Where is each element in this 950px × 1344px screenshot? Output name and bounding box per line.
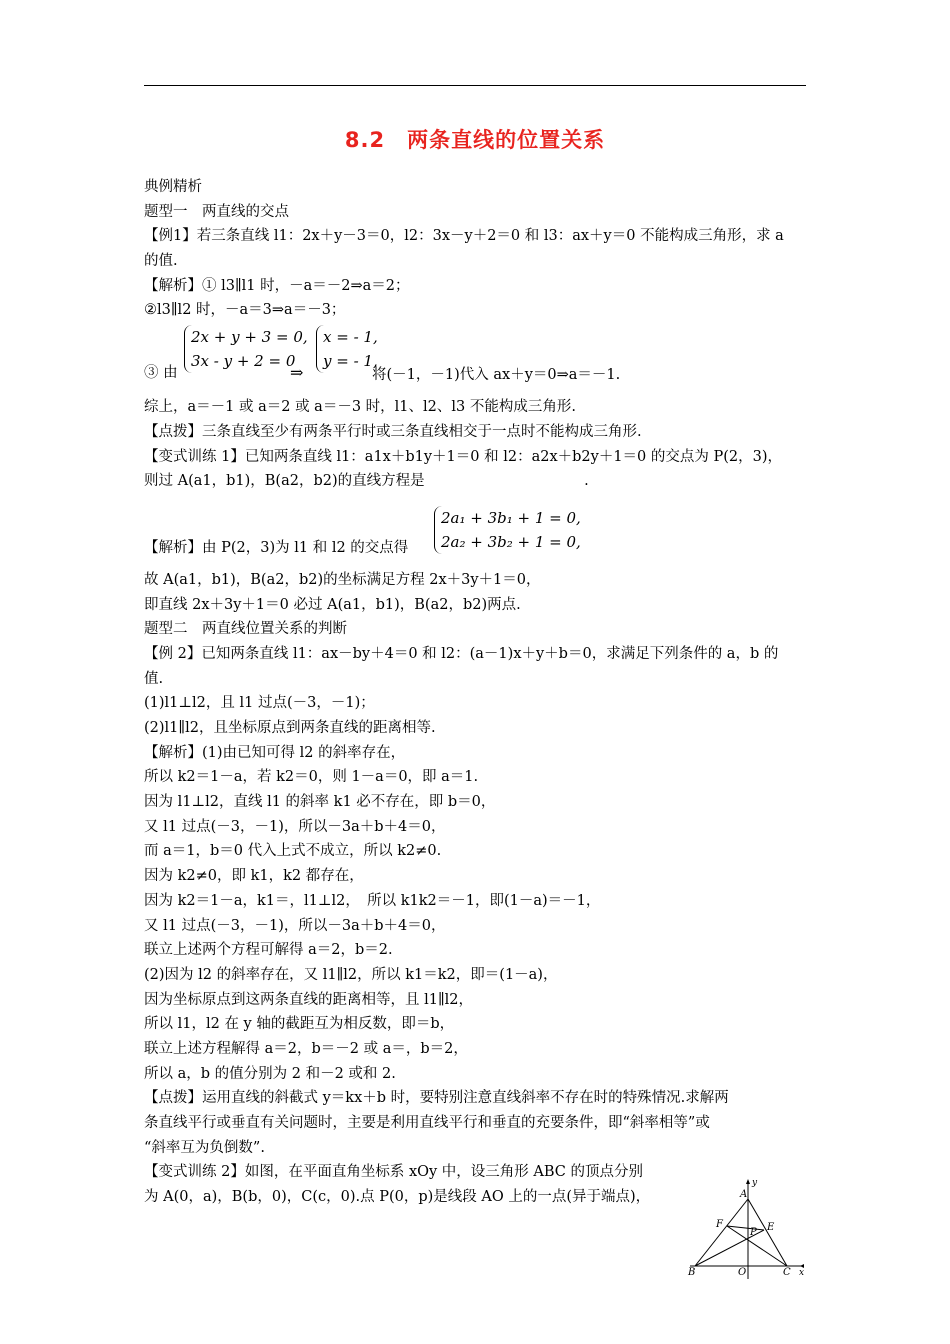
text-line: (2)因为 l2 的斜率存在，又 l1∥l2，所以 k1＝k2，即＝(1－a)， [144, 966, 558, 983]
document-body [144, 175, 814, 1210]
text-line: 所以 l1，l2 在 y 轴的截距互为相反数，即＝b， [144, 1016, 455, 1033]
label-B: B [688, 1267, 696, 1278]
text-line: 【点拨】三条直线至少有两条平行时或三条直线相交于一点时不能构成三角形. [144, 423, 642, 440]
text-line: ②l3∥l2 时，－a＝3⇒a＝－3； [144, 302, 346, 319]
text-line: (2)l1∥l2，且坐标原点到两条直线的距离相等. [144, 720, 436, 736]
equation-system-1 [144, 323, 814, 395]
label-O: O [738, 1267, 747, 1278]
text-line: 所以 k2＝1－a，若 k2＝0，则 1－a＝0，即 a＝1. [144, 769, 479, 786]
step-label: ③ 由 [144, 365, 178, 382]
equation: 3x - y + 2 = 0 [191, 352, 296, 371]
text-line: 典例精析 [144, 179, 202, 195]
implies-arrow: ⇒ [290, 363, 304, 383]
label-y: y [752, 1178, 758, 1188]
label-C: C [783, 1267, 791, 1278]
text-block [144, 568, 814, 1210]
equation: 2a₂ + 3b₂ + 1 = 0, [441, 532, 581, 551]
text-line: 而 a＝1，b＝0 代入上式不成立，所以 k2≠0. [144, 843, 442, 860]
system-right [434, 506, 581, 554]
equation: x = - 1, [323, 328, 378, 347]
text-line: 又 l1 过点(－3，－1)，所以－3a＋b＋4＝0， [144, 917, 446, 934]
text-line: 为 A(0，a)，B(b，0)，C(c，0).点 P(0，p)是线段 AO 上的一点(异于端点)， [144, 1189, 651, 1206]
text-line: 【解析】(1)由已知可得 l2 的斜率存在， [144, 744, 406, 761]
text-line: 【变式训练 1】已知两条直线 l1：a1x＋b1y＋1＝0 和 l2：a2x＋b2y＋1＝0 的交点为 P(2，3)， [144, 448, 783, 465]
text-line: 的值. [144, 253, 178, 270]
text-line: 则过 A(a1，b1)，B(a2，b2)的直线方程是 . [144, 473, 589, 490]
text-line: 【例 2】已知两条直线 l1：ax－by＋4＝0 和 l2：(a－1)x＋y＋b＝0，求满足下列条件的 a，b 的 [144, 645, 779, 662]
text-line: 将(－1，－1)代入 ax＋y＝0⇒a＝－1. [372, 367, 621, 384]
text-line: 因为 l1⊥l2，直线 l1 的斜率 k1 必不存在，即 b＝0， [144, 794, 496, 811]
label-E: E [767, 1222, 775, 1233]
text-line: 即直线 2x＋3y＋1＝0 必过 A(a1，b1)，B(a2，b2)两点. [144, 596, 521, 613]
equation: 2a₁ + 3b₁ + 1 = 0, [441, 508, 581, 527]
text-line: 【解析】① l3∥l1 时，－a＝－2⇒a＝2； [144, 277, 410, 294]
label-A: A [740, 1189, 748, 1200]
label-P: P [750, 1227, 757, 1238]
text-line: 故 A(a1，b1)，B(a2，b2)的坐标满足方程 2x＋3y＋1＝0， [144, 571, 541, 588]
text-line: 条直线平行或垂直有关问题时，主要是利用直线平行和垂直的充要条件，即“斜率相等”或 [144, 1115, 710, 1131]
text-line: 【例1】若三条直线 l1：2x＋y－3＝0，l2：3x－y＋2＝0 和 l3：ax＋y＝0 不能构成三角形，求 a [144, 228, 784, 245]
text-line: “斜率互为负倒数”. [144, 1139, 265, 1156]
text-line: 【解析】由 P(2，3)为 l1 和 l2 的交点得 [144, 539, 409, 556]
equation: 2x + y + 3 = 0, [191, 328, 308, 347]
equation: y = - 1, [323, 352, 378, 371]
header-rule [144, 85, 806, 86]
label-F: F [716, 1219, 723, 1230]
text-line: 【点拨】运用直线的斜截式 y＝kx＋b 时，要特别注意直线斜率不存在时的特殊情况.求解两 [144, 1090, 729, 1107]
text-line: 因为 k2≠0，即 k1，k2 都存在， [144, 868, 364, 885]
text-line: 联立上述方程解得 a＝2，b＝－2 或 a＝，b＝2， [144, 1040, 468, 1057]
triangle-figure [685, 1175, 810, 1280]
label-x: x [799, 1268, 805, 1278]
equation-system-2 [144, 494, 814, 568]
system-right [316, 325, 378, 373]
text-line: 题型二 两直线位置关系的判断 [144, 621, 347, 638]
text-line: 【变式训练 2】如图，在平面直角坐标系 xOy 中，设三角形 ABC 的顶点分别 [144, 1164, 644, 1181]
text-line: (1)l1⊥l2，且 l1 过点(－3，－1)； [144, 695, 375, 712]
text-line: 所以 a，b 的值分别为 2 和－2 或和 2. [144, 1065, 396, 1082]
text-line: 又 l1 过点(－3，－1)，所以－3a＋b＋4＝0， [144, 818, 446, 835]
text-line: 联立上述两个方程可解得 a＝2，b＝2. [144, 942, 393, 959]
triangle-diagram [685, 1175, 810, 1280]
text-line: 值. [144, 670, 164, 687]
text-line: 题型一 两直线的交点 [144, 203, 289, 220]
page-title: 8.2 两条直线的位置关系 [344, 128, 606, 152]
text-line: 因为 k2＝1－a，k1＝，l1⊥l2， 所以 k1k2＝－1，即(1－a)＝－1， [144, 892, 601, 909]
text-line: 综上，a＝－1 或 a＝2 或 a＝－3 时，l1、l2、l3 不能构成三角形. [144, 399, 576, 416]
text-line: 因为坐标原点到这两条直线的距离相等，且 l1∥l2， [144, 991, 474, 1008]
